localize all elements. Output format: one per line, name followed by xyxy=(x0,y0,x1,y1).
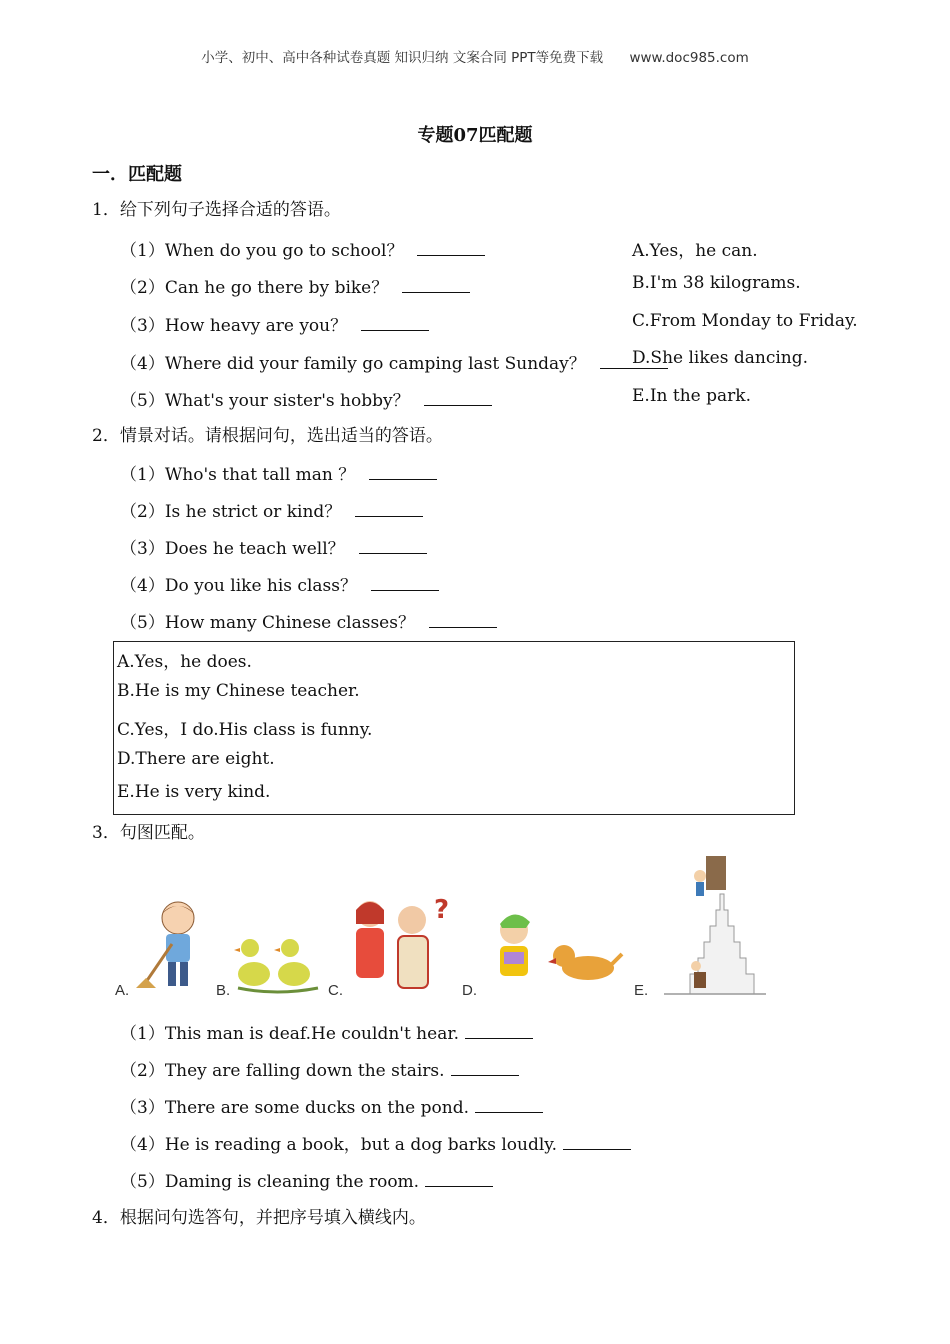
header-text: 小学、初中、高中各种试卷真题 知识归纳 文案合同 PPT等免费下载 xyxy=(201,50,604,66)
svg-text:?: ? xyxy=(434,895,450,925)
q1-stem: 1．给下列句子选择合适的答语。 xyxy=(92,200,341,220)
q2-option: E.He is very kind. xyxy=(117,782,271,802)
q3-item-text: （4）He is reading a book，but a dog barks loudly. xyxy=(120,1135,558,1155)
q3-item-text: （3）There are some ducks on the pond. xyxy=(120,1098,469,1118)
answer-blank[interactable] xyxy=(355,502,423,517)
q2-item xyxy=(120,571,439,596)
q1-option: C.From Monday to Friday. xyxy=(632,311,858,331)
q2-item-text: （2）Is he strict or kind？ xyxy=(120,502,342,522)
q3-item xyxy=(120,1130,631,1155)
q3-item xyxy=(120,1167,493,1192)
q1-item xyxy=(120,236,485,261)
page-header xyxy=(0,46,950,66)
header-site: www.doc985.com xyxy=(629,50,749,66)
answer-blank[interactable] xyxy=(424,391,492,406)
q1-item-text: （3）How heavy are you？ xyxy=(120,316,348,336)
q1-item xyxy=(120,386,492,411)
q3-item xyxy=(120,1019,533,1044)
picture-label-b: B. xyxy=(216,982,231,999)
deaf-man-picture xyxy=(346,894,450,996)
q2-item-text: （3）Does he teach well？ xyxy=(120,539,345,559)
q3-item xyxy=(120,1056,519,1081)
q2-option: C.Yes，I do.His class is funny. xyxy=(117,720,373,740)
q2-item-text: （1）Who's that tall man ？ xyxy=(120,465,356,485)
q2-option: A.Yes，he does. xyxy=(117,652,252,672)
q2-options-box xyxy=(113,641,795,815)
answer-blank[interactable] xyxy=(359,539,427,554)
q1-item xyxy=(120,349,668,374)
q1-item-text: （4）Where did your family go camping last Sunday？ xyxy=(120,354,586,374)
picture-label-e: E. xyxy=(634,982,649,999)
q1-option: D.She likes dancing. xyxy=(632,348,809,368)
q2-stem: 2．情景对话。请根据问句，选出适当的答语。 xyxy=(92,426,443,446)
q2-item xyxy=(120,497,423,522)
answer-blank[interactable] xyxy=(451,1061,519,1076)
q2-option: B.He is my Chinese teacher. xyxy=(117,681,360,701)
boy-reading-dog-barking-picture xyxy=(486,906,630,996)
picture-label-c: C. xyxy=(328,982,343,999)
answer-blank[interactable] xyxy=(402,278,470,293)
answer-blank[interactable] xyxy=(563,1135,631,1150)
q3-item xyxy=(120,1093,543,1118)
q3-item-text: （1）This man is deaf.He couldn't hear. xyxy=(120,1024,459,1044)
answer-blank[interactable] xyxy=(417,241,485,256)
answer-blank[interactable] xyxy=(429,613,497,628)
q2-item xyxy=(120,460,437,485)
q2-item xyxy=(120,608,497,633)
ducks-picture xyxy=(232,926,322,996)
picture-label-a: A. xyxy=(115,982,130,999)
q3-item-text: （5）Daming is cleaning the room. xyxy=(120,1172,420,1192)
answer-blank[interactable] xyxy=(361,316,429,331)
q2-item-text: （4）Do you like his class？ xyxy=(120,576,357,596)
q3-item-text: （2）They are falling down the stairs. xyxy=(120,1061,445,1081)
q1-option: E.In the park. xyxy=(632,386,751,406)
q1-item-text: （5）What's your sister's hobby？ xyxy=(120,391,410,411)
q1-item xyxy=(120,311,429,336)
answer-blank[interactable] xyxy=(369,465,437,480)
q2-option: D.There are eight. xyxy=(117,749,275,769)
falling-down-stairs-picture xyxy=(660,854,768,996)
answer-blank[interactable] xyxy=(371,576,439,591)
q2-item xyxy=(120,534,427,559)
q1-item xyxy=(120,273,470,298)
boy-sweeping-picture xyxy=(128,896,208,996)
picture-label-d: D. xyxy=(462,982,477,999)
q1-option: B.I'm 38 kilograms. xyxy=(632,273,801,293)
section-heading: 一．匹配题 xyxy=(92,164,182,185)
q1-option: A.Yes，he can. xyxy=(632,241,758,261)
q4-stem: 4．根据问句选答句，并把序号填入横线内。 xyxy=(92,1208,426,1228)
q2-item-text: （5）How many Chinese classes？ xyxy=(120,613,415,633)
answer-blank[interactable] xyxy=(425,1172,493,1187)
document-title: 专题07匹配题 xyxy=(417,125,533,146)
q1-item-text: （1）When do you go to school？ xyxy=(120,241,404,261)
answer-blank[interactable] xyxy=(475,1098,543,1113)
q3-stem: 3．句图匹配。 xyxy=(92,823,205,843)
q1-item-text: （2）Can he go there by bike？ xyxy=(120,278,389,298)
answer-blank[interactable] xyxy=(465,1024,533,1039)
